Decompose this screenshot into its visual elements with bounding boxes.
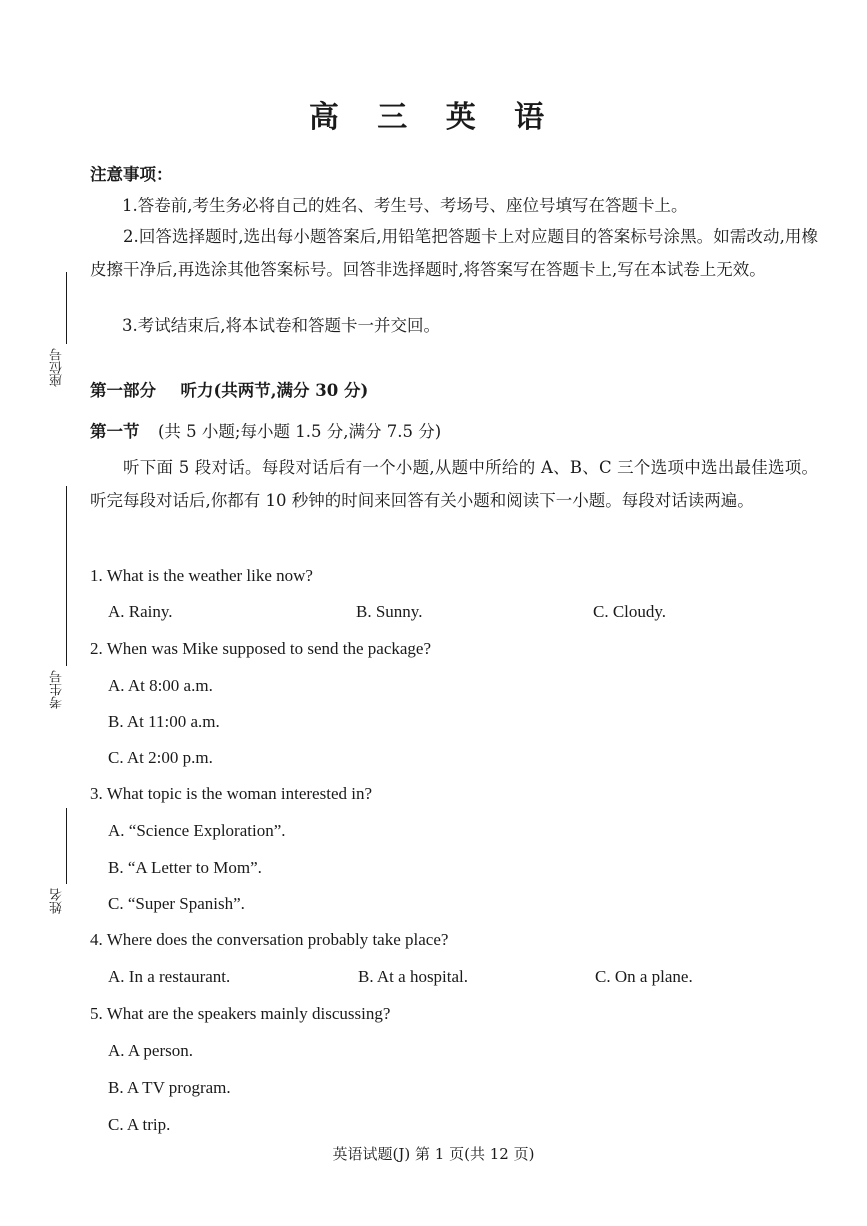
part1-title: 听力(共两节,满分 30 分) (180, 381, 369, 400)
page-footer: 英语试题(J) 第 1 页(共 12 页) (332, 1145, 535, 1163)
q4-option-c: C. On a plane. (595, 967, 693, 986)
notes-heading: 注意事项： (90, 165, 173, 184)
name-line (66, 808, 67, 884)
notes-item-3: 3.考试结束后,将本试卷和答题卡一并交回。 (122, 316, 440, 335)
q4-option-b: B. At a hospital. (358, 967, 469, 986)
q5-option-a: A. A person. (108, 1041, 193, 1060)
name-label: 姓名 (50, 888, 65, 914)
q5-option-b: B. A TV program. (108, 1078, 231, 1097)
section1-heading (90, 422, 441, 442)
q2-option-b: B. At 11:00 a.m. (108, 712, 220, 731)
q2-option-a: A. At 8:00 a.m. (108, 676, 213, 695)
part1-heading (90, 381, 368, 401)
seat-number-line (66, 272, 67, 344)
part1-label: 第一部分 (90, 381, 156, 400)
question-3: 3. What topic is the woman interested in? (90, 784, 373, 803)
q1-option-b: B. Sunny. (356, 602, 423, 621)
question-2: 2. When was Mike supposed to send the package? (90, 639, 432, 658)
section1-label: 第一节 (90, 422, 140, 441)
q1-option-c: C. Cloudy. (593, 602, 667, 621)
candidate-number-line (66, 486, 67, 666)
q3-option-b: B. “A Letter to Mom”. (108, 858, 262, 877)
section1-instructions: 听下面 5 段对话。每段对话后有一个小题,从题中所给的 A、B、C 三个选项中选出最佳选项。听完每段对话后,你都有 10 秒钟的时间来回答有关小题和阅读下一小题。每段对话读两遍。 (90, 458, 818, 510)
candidate-number-label: 考生号 (50, 670, 65, 709)
question-5: 5. What are the speakers mainly discussing? (90, 1004, 391, 1023)
question-1: 1. What is the weather like now? (90, 566, 313, 585)
notes-item-2: 2.回答选择题时,选出每小题答案后,用铅笔把答题卡上对应题目的答案标号涂黑。如需改动,用橡皮擦干净后,再选涂其他答案标号。回答非选择题时,将答案写在答题卡上,写在本试卷上无效。 (90, 227, 818, 279)
q3-option-a: A. “Science Exploration”. (108, 821, 286, 840)
seat-number-label: 座位号 (50, 348, 65, 387)
notes-item-1: 1.答卷前,考生务必将自己的姓名、考生号、考场号、座位号填写在答题卡上。 (122, 196, 688, 215)
question-4: 4. Where does the conversation probably take place? (90, 930, 449, 949)
q1-option-a: A. Rainy. (108, 602, 173, 621)
q4-option-a: A. In a restaurant. (108, 967, 231, 986)
q5-option-c: C. A trip. (108, 1115, 171, 1134)
q2-option-c: C. At 2:00 p.m. (108, 748, 213, 767)
q3-option-c: C. “Super Spanish”. (108, 894, 245, 913)
page-title: 高 三 英 语 (308, 100, 559, 135)
section1-detail: (共 5 小题;每小题 1.5 分,满分 7.5 分) (158, 422, 442, 441)
